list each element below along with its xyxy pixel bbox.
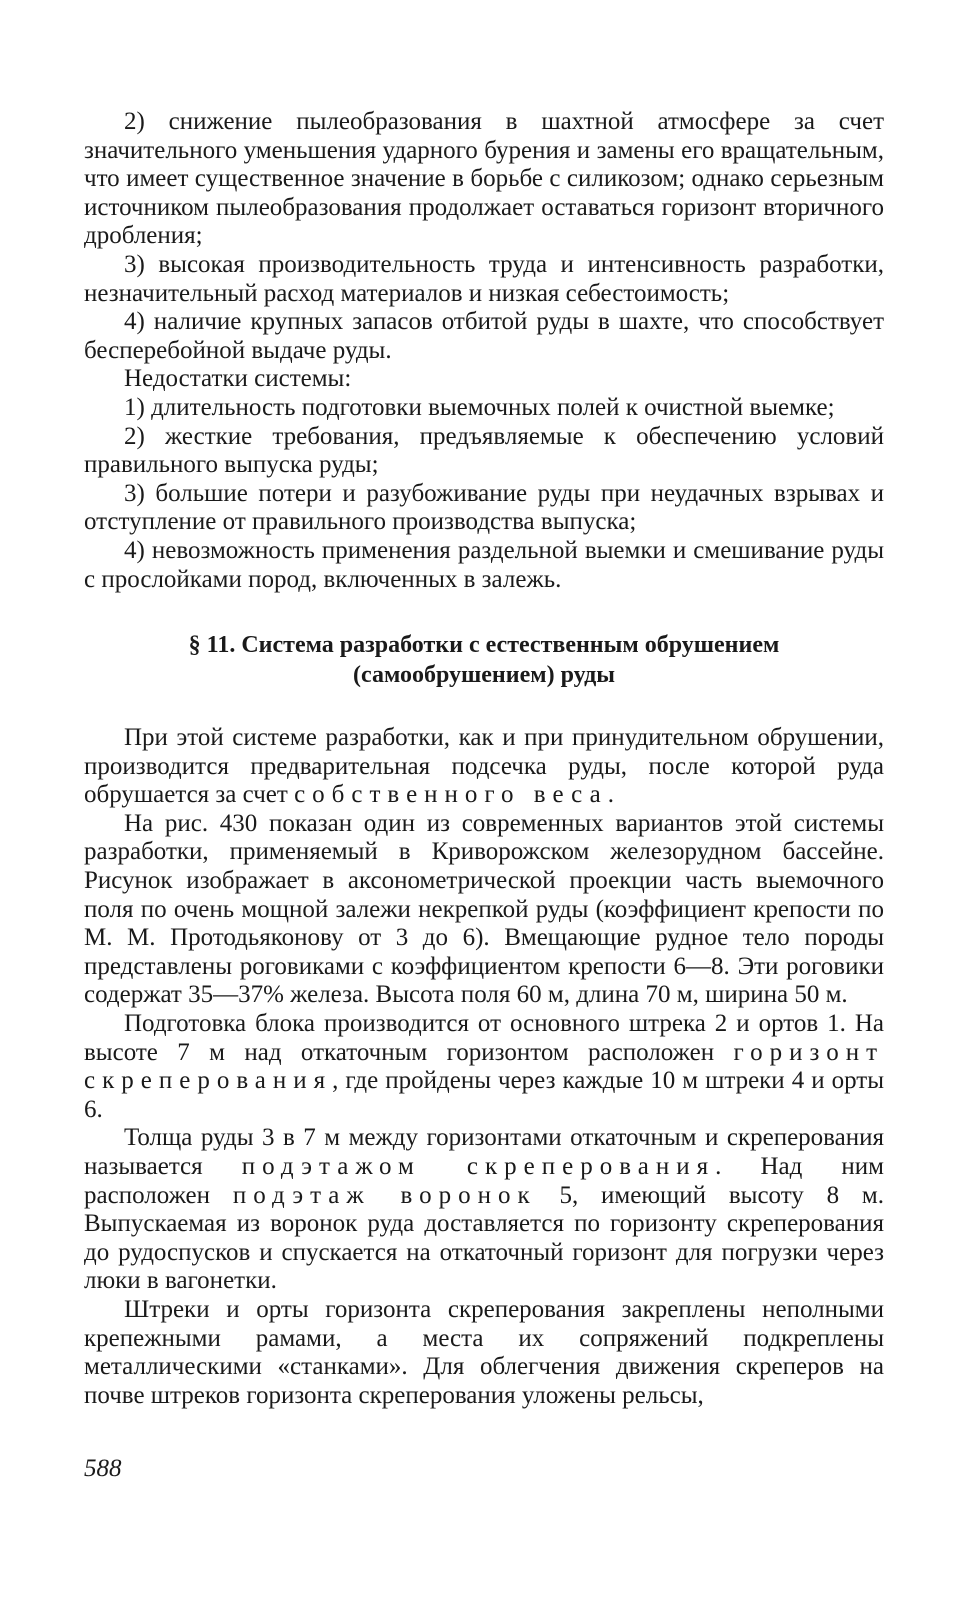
disadvantage-item-2: 2) жесткие требования, предъявляемые к обеспечению условий правильного выпуска руды; [84, 422, 884, 479]
paragraph-block-preparation [84, 1010, 884, 1124]
advantage-item-2: 2) снижение пылеобразования в шахтной атмосфере за счет значительного уменьшения ударного бурения и замены его вращательным, что имеет существенное значение в борьбе с силикозом; однако серьезным источником пылеобразования продолжает оставаться горизонт вторичного дробления; [84, 108, 884, 250]
paragraph-intro-text: При этой системе разработки, как и при принудительном обрушении, производится предварительная подсечка руды, после которой руда обрушается за счет [84, 724, 884, 809]
paragraph-block-preparation-end: , где пройдены через каждые 10 м штреки 4 и орты 6. [84, 1067, 884, 1123]
disadvantages-heading: Недостатки системы: [124, 365, 352, 393]
spaced-term-scraping-level: горизонт скреперования [84, 1038, 884, 1095]
paragraph-support: Штреки и орты горизонта скреперования закреплены неполными крепежными рамами, а места их сопряжений подкреплены металлическими «станками». Для облегчения движения скреперов на почве штреков горизонта скреперования уложены рельсы, [84, 1295, 884, 1409]
spaced-term-scraping-sublevel: подэтажом скреперования [241, 1153, 716, 1180]
paragraph-sublevels-text-b: . Над ним расположен [84, 1153, 885, 1209]
spaced-term-own-weight: собственного веса [294, 781, 608, 809]
disadvantage-item-3: 3) большие потери и разубоживание руды при неудачных взрывах и отступление от правильного производства выпуска; [84, 479, 884, 536]
page-body [84, 108, 884, 1410]
paragraph-figure-description: На рис. 430 показан один из современных вариантов этой системы разработки, применяемый в Криворожском железорудном бассейне. Рисунок изображает в аксонометрической проекции часть выемочного поля по очень мощной залежи некрепкой руды (коэффициент крепости по М. М. Протодьяконову от 3 до 6). Вмещающие рудное тело породы представлены роговиками с коэффициентом крепости 6—8. Эти роговики содержат 35—37% железа. Высота поля 60 м, длина 70 м, ширина 50 м. [84, 809, 884, 1009]
section-title-line-2: (самообрушением) руды [353, 662, 615, 689]
section-title [84, 630, 884, 690]
section-title-line-1: § 11. Система разработки с естественным обрушением [188, 632, 780, 659]
advantage-item-3: 3) высокая производительность труда и интенсивность разработки, незначительный расход материалов и низкая себестоимость; [84, 250, 884, 307]
spaced-term-funnel-sublevel: подэтаж воронок [232, 1181, 537, 1209]
paragraph-intro-end: . [607, 781, 614, 809]
paragraph-sublevels-text-c: 5, имеющий высоту 8 м. Выпускаемая из воронок руда доставляется по горизонту скреперования до рудоспусков и спускается на откаточный горизонт для погрузки через люки в вагонетки. [84, 1181, 885, 1295]
paragraph-sublevels [84, 1124, 884, 1296]
disadvantage-item-1: 1) длительность подготовки выемочных полей к очистной выемке; [124, 393, 835, 421]
paragraph-intro [84, 724, 884, 810]
advantage-item-4: 4) наличие крупных запасов отбитой руды в шахте, что способствует бесперебойной выдаче руды. [84, 308, 884, 364]
disadvantage-item-4: 4) невозможность применения раздельной выемки и смешивание руды с прослойками пород, включенных в залежь. [84, 536, 884, 593]
paragraph-block-preparation-text: Подготовка блока производится от основного штрека 2 и ортов 1. На высоте 7 м над откаточным горизонтом расположен [84, 1010, 884, 1066]
paragraph-sublevels-text-a: Толща руды 3 в 7 м между горизонтами откаточным и скреперования называется [84, 1124, 884, 1180]
page-number: 588 [84, 1455, 122, 1482]
